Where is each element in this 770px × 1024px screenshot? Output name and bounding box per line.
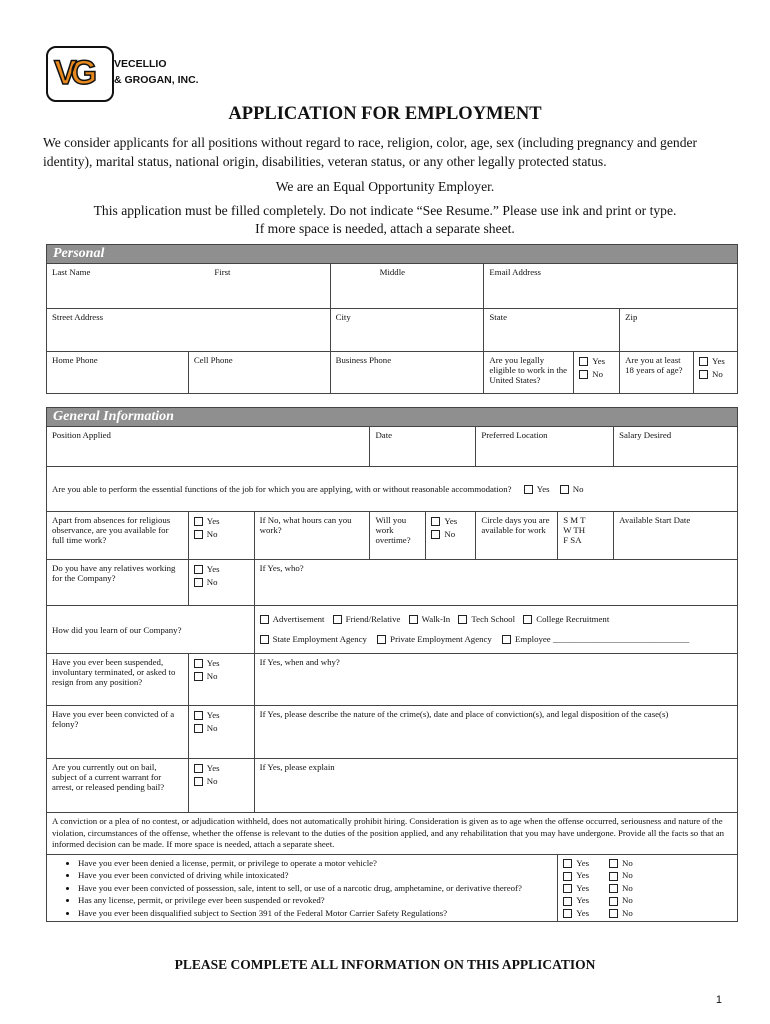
checkbox[interactable] [579, 370, 588, 379]
cell-phone-field[interactable] [188, 352, 330, 394]
source-state-agency: State Employment Agency [272, 634, 367, 644]
source-college: College Recruitment [536, 614, 610, 624]
email-label: Email Address [489, 267, 541, 277]
no-label: No [622, 882, 633, 893]
date-field[interactable] [370, 427, 476, 467]
home-phone-field[interactable] [47, 352, 189, 394]
position-label: Position Applied [52, 430, 111, 440]
street-field[interactable] [47, 309, 331, 352]
days-row-3[interactable]: F SA [563, 535, 582, 545]
checkbox[interactable] [194, 711, 203, 720]
city-label: City [335, 312, 351, 322]
eligible-question: Are you legally eligible to work in the United States? [484, 352, 574, 394]
company-logo [46, 46, 206, 100]
home-phone-label: Home Phone [52, 355, 98, 365]
street-label: Street Address [52, 312, 104, 322]
yes-label: Yes [576, 882, 590, 893]
checkbox[interactable] [524, 485, 533, 494]
checkbox[interactable] [194, 517, 203, 526]
personal-header: Personal [47, 245, 738, 264]
source-walkin: Walk-In [421, 614, 451, 624]
checkbox[interactable] [563, 859, 572, 868]
yes-label: Yes [592, 356, 606, 366]
checkbox[interactable] [699, 357, 708, 366]
checkbox[interactable] [431, 530, 440, 539]
question-section-391: • Have you ever been disqualified subject to Section 391 of the Federal Motor Carrier Safety Regulations? [78, 907, 552, 920]
essential-functions-row [47, 467, 738, 512]
business-phone-field[interactable] [330, 352, 484, 394]
yes-label: Yes [536, 483, 550, 494]
personal-section [46, 244, 738, 394]
when-why-label: If Yes, when and why? [259, 657, 340, 667]
general-header: General Information [47, 408, 738, 427]
logo-letters: VG [54, 54, 92, 92]
checkbox[interactable] [431, 517, 440, 526]
checkbox[interactable] [194, 764, 203, 773]
checkbox[interactable] [563, 897, 572, 906]
checkbox[interactable] [609, 872, 618, 881]
absences-yes-no[interactable] [188, 512, 254, 560]
checkbox[interactable] [609, 859, 618, 868]
start-date-field[interactable] [614, 512, 738, 560]
no-label: No [622, 907, 633, 918]
yes-label: Yes [206, 516, 220, 526]
relatives-yes-no[interactable] [188, 560, 254, 606]
checkbox[interactable] [609, 884, 618, 893]
checkbox[interactable] [194, 659, 203, 668]
bail-explain-field[interactable] [254, 759, 737, 813]
question-dwi: • Have you ever been convicted of driving while intoxicated? [78, 869, 552, 882]
days-row-1[interactable]: S M T [563, 515, 586, 525]
yes-label: Yes [576, 857, 590, 868]
no-label: No [712, 369, 723, 379]
days-options[interactable] [558, 512, 614, 560]
start-date-label: Available Start Date [619, 515, 691, 525]
intro-statement: We consider applicants for all positions without regard to race, religion, color, age, sex (including pregnancy and gender identity), marital status, national origin, disabilities, veteran status, or any other legally protected status. [43, 135, 698, 169]
checkbox[interactable] [609, 909, 618, 918]
no-label: No [206, 671, 218, 681]
source-tech-school: Tech School [471, 614, 516, 624]
days-row-2[interactable]: W TH [563, 525, 586, 535]
checkbox[interactable] [409, 615, 418, 624]
who-label: If Yes, who? [259, 563, 304, 573]
date-label: Date [375, 430, 393, 440]
yes-label: Yes [206, 710, 220, 720]
yes-label: Yes [206, 763, 220, 773]
yes-label: Yes [576, 870, 590, 881]
source-private-agency: Private Employment Agency [390, 634, 492, 644]
learn-question: How did you learn of our Company? [47, 606, 255, 654]
explain-label: If Yes, please explain [259, 762, 335, 772]
eligible-yes-no[interactable] [574, 352, 620, 394]
no-label: No [206, 723, 218, 733]
checkbox[interactable] [260, 615, 269, 624]
checkbox[interactable] [194, 777, 203, 786]
hours-field[interactable]: If No, what hours can you work? [254, 512, 370, 560]
location-label: Preferred Location [481, 430, 548, 440]
circle-days-question: Circle days you are available for work [476, 512, 558, 560]
checkbox[interactable] [194, 724, 203, 733]
salary-field[interactable] [614, 427, 738, 467]
salary-label: Salary Desired [619, 430, 672, 440]
instructions-line1: This application must be filled completely. Do not indicate “See Resume.” Please use ink and print or type. [93, 203, 677, 218]
zip-field[interactable] [620, 309, 738, 352]
checkbox[interactable] [563, 872, 572, 881]
general-section [46, 407, 738, 922]
checkbox[interactable] [609, 897, 618, 906]
business-phone-label: Business Phone [335, 355, 392, 365]
checkbox[interactable] [563, 884, 572, 893]
checkbox[interactable] [194, 530, 203, 539]
yes-label: Yes [206, 658, 220, 668]
absences-question: Apart from absences for religious observance, are you available for full time work? [47, 512, 189, 560]
state-label: State [489, 312, 507, 322]
city-field[interactable] [330, 309, 484, 352]
first-name-label: First [214, 267, 231, 277]
no-label: No [622, 857, 633, 868]
email-field[interactable] [484, 264, 738, 309]
vehicle-answers[interactable] [558, 854, 738, 922]
instructions-line2: If more space is needed, attach a separate sheet. [255, 221, 515, 236]
checkbox[interactable] [699, 370, 708, 379]
checkbox[interactable] [333, 615, 342, 624]
zip-label: Zip [625, 312, 638, 322]
yes-label: Yes [576, 895, 590, 906]
last-name-label: Last Name [52, 267, 91, 277]
yes-label: Yes [206, 564, 220, 574]
page-title: APPLICATION FOR EMPLOYMENT [228, 104, 542, 124]
checkbox[interactable] [523, 615, 532, 624]
last-name-field[interactable] [47, 264, 331, 309]
no-label: No [592, 369, 603, 379]
checkbox[interactable] [560, 485, 569, 494]
relatives-who-field[interactable] [254, 560, 737, 606]
company-name-line1: VECELLIO [114, 58, 167, 70]
page-number: 1 [715, 994, 722, 1006]
felony-explain-field[interactable] [254, 706, 737, 759]
checkbox[interactable] [194, 578, 203, 587]
overtime-question: Will you work overtime? [370, 512, 426, 560]
checkbox[interactable] [502, 635, 511, 644]
suspended-yes-no[interactable] [188, 654, 254, 706]
checkbox[interactable] [563, 909, 572, 918]
no-label: No [572, 483, 584, 494]
cell-phone-label: Cell Phone [193, 355, 233, 365]
conviction-note: A conviction or a plea of no contest, or adjudication withheld, does not automatically prohibit hiring. Consideration is given as to age when the offense occurred, seriousness and nature of the violation, circumstances of the offense, whether the offense is relevant to the duties of the position applied, and any rehabilitation that you may have undergone. Provide all the facts so that an informed decision can be made. If more space is needed, attach a separate sheet. [47, 813, 738, 855]
position-field[interactable] [47, 427, 370, 467]
checkbox[interactable] [579, 357, 588, 366]
yes-label: Yes [444, 516, 458, 526]
learn-sources [254, 606, 737, 654]
eoe-statement: We are an Equal Opportunity Employer. [275, 179, 495, 194]
checkbox[interactable] [458, 615, 467, 624]
bail-question: Are you currently out on bail, subject of a current warrant for arrest, or released pending bail? [47, 759, 189, 813]
suspended-question: Have you ever been suspended, involuntary terminated, or asked to resign from any position? [47, 654, 189, 706]
question-narcotics: • Have you ever been convicted of possession, sale, intent to sell, or use of a narcotic drug, amphetamine, or derivative thereof? [78, 882, 552, 895]
no-label: No [206, 529, 218, 539]
question-license-revoked: • Has any license, permit, or privilege ever been suspended or revoked? [78, 894, 552, 907]
yes-label: Yes [712, 356, 725, 366]
checkbox[interactable] [377, 635, 386, 644]
logo-mark [46, 46, 114, 102]
suspended-explain-field[interactable] [254, 654, 737, 706]
overtime-yes-no[interactable] [426, 512, 476, 560]
age-question: Are you at least 18 years of age? [620, 352, 694, 394]
vehicle-questions [47, 854, 558, 922]
checkbox[interactable] [260, 635, 269, 644]
felony-question: Have you ever been convicted of a felony? [47, 706, 189, 759]
crime-label: If Yes, please describe the nature of the crime(s), date and place of conviction(s), and legal disposition of the case(s) [259, 709, 669, 719]
source-employee: Employee _______________________________ [515, 634, 690, 644]
no-label: No [206, 776, 218, 786]
question-denied-license: • Have you ever been denied a license, permit, or privilege to operate a motor vehicle? [78, 857, 552, 870]
no-label: No [444, 529, 456, 539]
checkbox[interactable] [194, 672, 203, 681]
age-yes-no[interactable] [694, 352, 738, 394]
essential-question: Are you able to perform the essential functions of the job for which you are applying, with or without reasonable accommodation? [52, 483, 512, 494]
middle-name-label: Middle [379, 267, 406, 277]
no-label: No [206, 577, 218, 587]
company-name-line2: & GROGAN, INC. [114, 74, 199, 86]
footer-note: PLEASE COMPLETE ALL INFORMATION ON THIS APPLICATION [174, 957, 596, 972]
source-advertisement: Advertisement [272, 614, 325, 624]
source-friend: Friend/Relative [345, 614, 401, 624]
checkbox[interactable] [194, 565, 203, 574]
bail-yes-no[interactable] [188, 759, 254, 813]
company-name [114, 56, 199, 88]
yes-label: Yes [576, 907, 590, 918]
felony-yes-no[interactable] [188, 706, 254, 759]
state-field[interactable] [484, 309, 620, 352]
no-label: No [622, 895, 633, 906]
no-label: No [622, 870, 633, 881]
relatives-question: Do you have any relatives working for the Company? [47, 560, 189, 606]
middle-name-field[interactable] [330, 264, 484, 309]
location-field[interactable] [476, 427, 614, 467]
